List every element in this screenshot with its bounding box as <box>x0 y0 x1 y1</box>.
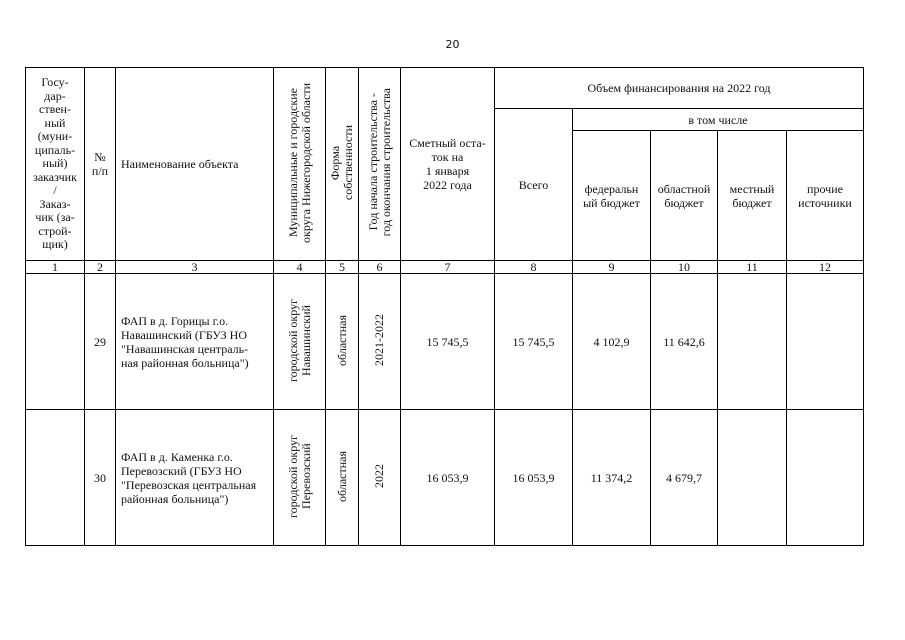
column-number: 4 <box>274 261 326 274</box>
cell-ownership-text: областная <box>334 450 349 502</box>
cell-regional: 11 642,6 <box>651 274 718 410</box>
table-row <box>26 274 864 410</box>
cell-object-name: ФАП в д. Каменка г.о. Перевозский (ГБУЗ НО "Перевозская центральная районная больница") <box>116 410 274 546</box>
header-customer: Госу- дар- ствен- ный (муни- ципаль- ный) заказчик / Заказ- чик (за- строй- щик) <box>26 68 85 261</box>
cell-years <box>359 410 401 546</box>
header-row-1 <box>26 68 864 109</box>
column-number: 2 <box>85 261 116 274</box>
header-regional: областной бюджет <box>651 131 718 261</box>
header-years <box>359 68 401 261</box>
cell-ownership <box>326 274 359 410</box>
header-total: Всего <box>495 109 573 261</box>
column-number: 5 <box>326 261 359 274</box>
column-number: 6 <box>359 261 401 274</box>
cell-municipal <box>274 410 326 546</box>
column-number: 9 <box>573 261 651 274</box>
financing-table <box>25 67 864 546</box>
column-numbers-row <box>26 261 864 274</box>
cell-ownership <box>326 410 359 546</box>
header-ownership-text: Форма собственности <box>328 124 355 201</box>
header-including: в том числе <box>573 109 864 131</box>
cell-federal: 11 374,2 <box>573 410 651 546</box>
header-number: № п/п <box>85 68 116 261</box>
cell-years-text: 2022 <box>372 464 386 488</box>
cell-years-text: 2021-2022 <box>372 314 386 366</box>
cell-object-name: ФАП в д. Горицы г.о. Навашинский (ГБУЗ НО "Навашинская централь- ная районная больница") <box>116 274 274 410</box>
header-municipal-text: Муниципальные и городские округа Нижегородской области <box>285 82 313 243</box>
table-row <box>26 410 864 546</box>
cell-other <box>787 274 864 410</box>
column-number: 7 <box>401 261 495 274</box>
cell-estimated-balance: 15 745,5 <box>401 274 495 410</box>
cell-number: 29 <box>85 274 116 410</box>
header-federal: федеральн ый бюджет <box>573 131 651 261</box>
column-number: 3 <box>116 261 274 274</box>
header-object-name: Наименование объекта <box>116 68 274 261</box>
cell-total: 15 745,5 <box>495 274 573 410</box>
cell-customer <box>26 274 85 410</box>
cell-regional: 4 679,7 <box>651 410 718 546</box>
header-other: прочие источники <box>787 131 864 261</box>
cell-local <box>718 410 787 546</box>
header-ownership <box>326 68 359 261</box>
header-local: местный бюджет <box>718 131 787 261</box>
cell-estimated-balance: 16 053,9 <box>401 410 495 546</box>
column-number: 11 <box>718 261 787 274</box>
header-municipal <box>274 68 326 261</box>
cell-number: 30 <box>85 410 116 546</box>
column-number: 1 <box>26 261 85 274</box>
cell-municipal <box>274 274 326 410</box>
column-number: 12 <box>787 261 864 274</box>
header-estimated-balance: Сметный оста- ток на 1 января 2022 года <box>401 68 495 261</box>
cell-total: 16 053,9 <box>495 410 573 546</box>
column-number: 10 <box>651 261 718 274</box>
header-financing: Объем финансирования на 2022 год <box>495 68 864 109</box>
cell-years <box>359 274 401 410</box>
cell-local <box>718 274 787 410</box>
column-number: 8 <box>495 261 573 274</box>
cell-federal: 4 102,9 <box>573 274 651 410</box>
cell-other <box>787 410 864 546</box>
cell-municipal-text: городской округ Навашинский <box>285 298 313 382</box>
cell-municipal-text: городской округ Перевозский <box>285 434 313 518</box>
cell-ownership-text: областная <box>334 314 349 366</box>
cell-customer <box>26 410 85 546</box>
page-number: 20 <box>445 38 460 51</box>
header-years-text: Год начала строительства - год окончания строительства <box>365 88 393 237</box>
